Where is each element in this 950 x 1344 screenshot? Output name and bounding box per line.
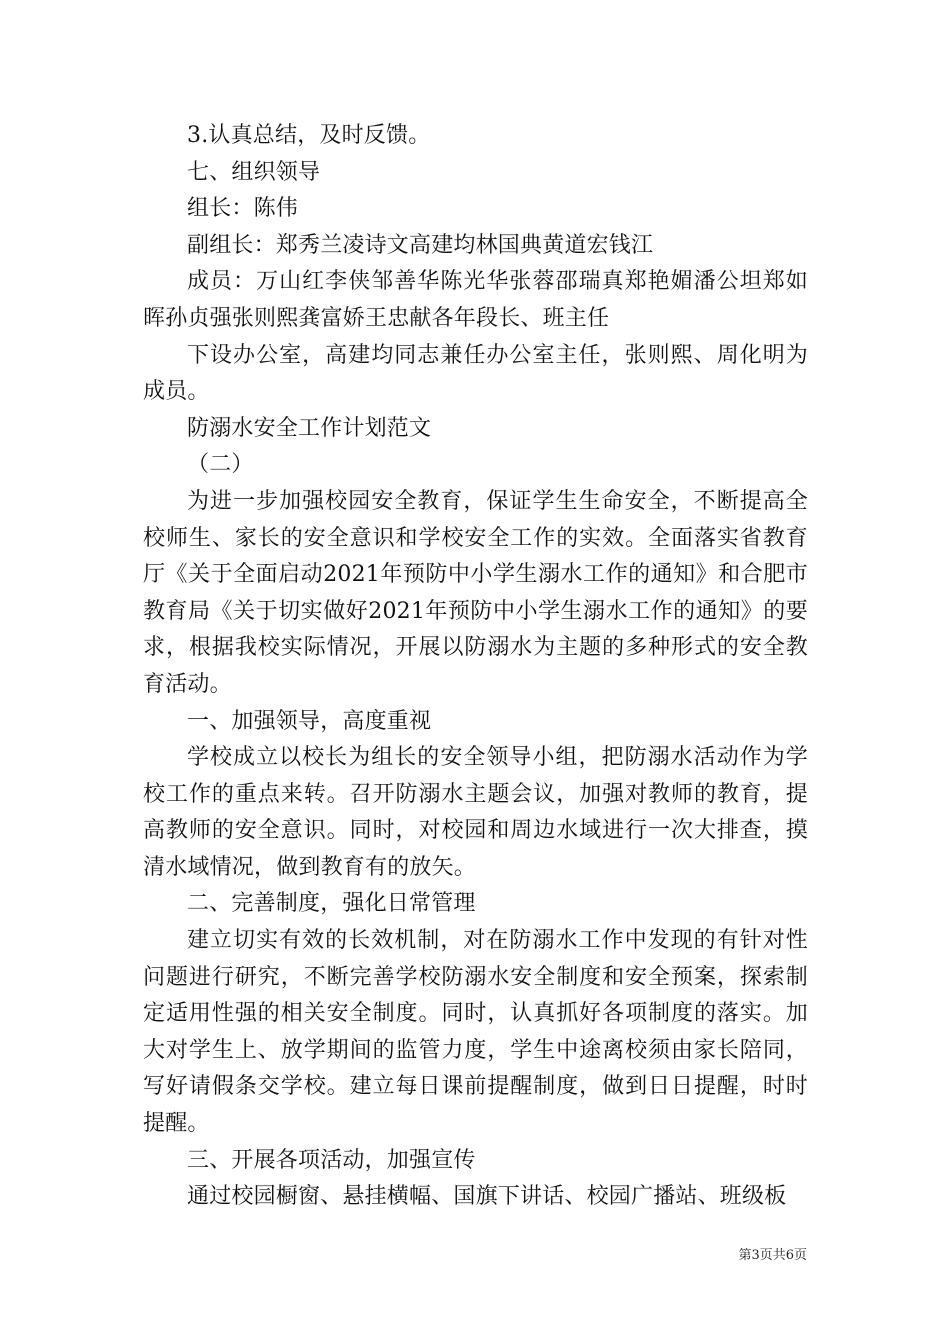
- document-body: [143, 118, 808, 1216]
- document-subtitle: （二）: [187, 452, 254, 478]
- paragraph: 通过校园橱窗、悬挂横幅、国旗下讲话、校园广播站、班级板: [187, 1184, 787, 1210]
- paragraph: 建立切实有效的长效机制，对在防溺水工作中发现的有针对性问题进行研究，不断完善学校防溺水安全制度和安全预案，探索制定适用性强的相关安全制度。同时，认真抓好各项制度的落实。加大对学生上、放学期间的监管力度，学生中途离校须由家长陪同，写好请假条交学校。建立每日课前提醒制度，做到日日提醒，时时提醒。: [143, 928, 808, 1137]
- page-number: 第3页共6页: [738, 1248, 807, 1263]
- paragraph: 下设办公室，高建均同志兼任办公室主任，张则熙、周化明为成员。: [143, 342, 808, 405]
- paragraph: 副组长：郑秀兰凌诗文高建均林国典黄道宏钱江: [187, 232, 654, 258]
- section-heading: 七、组织领导: [187, 159, 321, 185]
- section-heading: 一、加强领导，高度重视: [187, 708, 432, 734]
- paragraph: 组长：陈伟: [187, 196, 299, 222]
- paragraph: 为进一步加强校园安全教育，保证学生生命安全，不断提高全校师生、家长的安全意识和学校安全工作的实效。全面落实省教育厅《关于全面启动2021年预防中小学生溺水工作的通知》和合肥市教育局《关于切实做好2021年预防中小学生溺水工作的通知》的要求，根据我校实际情况，开展以防溺水为主题的多种形式的安全教育活动。: [143, 488, 808, 697]
- paragraph: 成员：万山红李侠邹善华陈光华张蓉邵瑞真郑艳媚潘公坦郑如晖孙贞强张则熙龚富娇王忠献各年段长、班主任: [143, 269, 808, 331]
- paragraph: 学校成立以校长为组长的安全领导小组，把防溺水活动作为学校工作的重点来转。召开防溺水主题会议，加强对教师的教育，提高教师的安全意识。同时，对校园和周边水域进行一次大排查，摸清水域情况，做到教育有的放矢。: [143, 745, 808, 880]
- section-heading: 三、开展各项活动，加强宣传: [187, 1147, 476, 1173]
- paragraph: 3.认真总结，及时反馈。: [187, 123, 431, 148]
- document-title: 防溺水安全工作计划范文: [187, 415, 432, 441]
- section-heading: 二、完善制度，强化日常管理: [187, 891, 476, 917]
